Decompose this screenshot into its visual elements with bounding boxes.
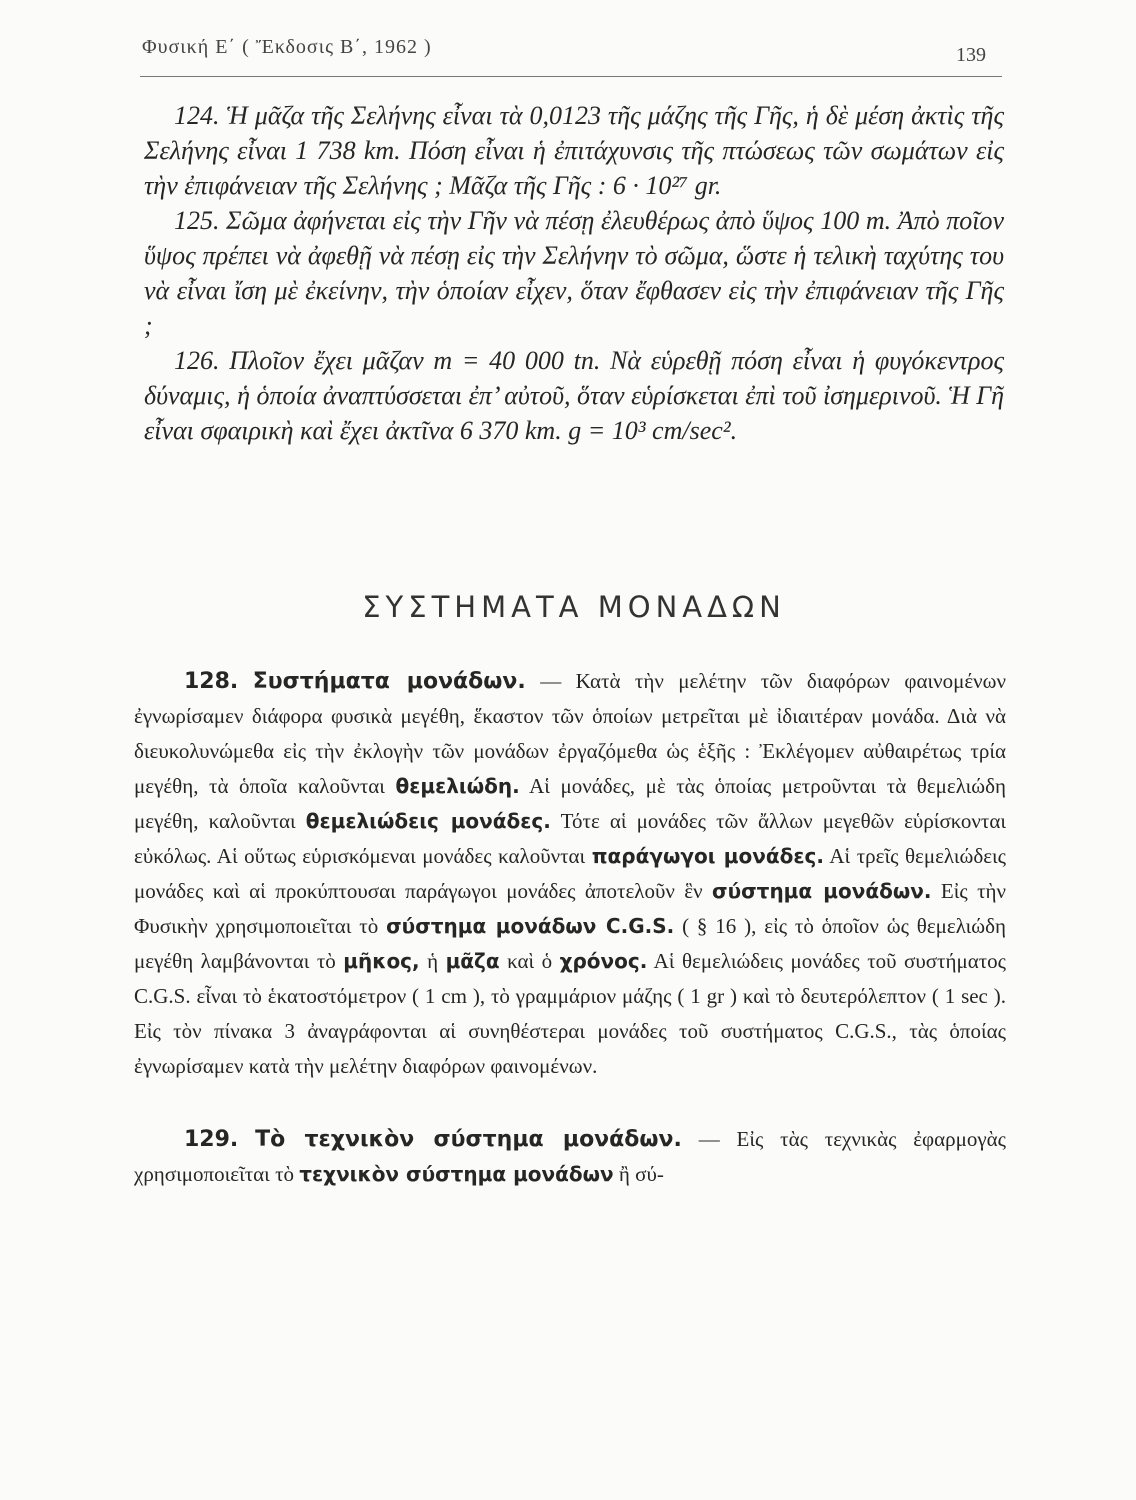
article-text: — Εἰς τὰς τεχνικὰς ἐφαρμογὰς χρησιμοποιεῖται τὸ <box>134 1127 1006 1186</box>
term-time: χρόνος. <box>559 949 648 973</box>
section-heading: ΣΥΣΤΗΜΑΤΑ ΜΟΝΑΔΩΝ <box>362 590 786 624</box>
running-head: Φυσική Ε΄ ( Ἔκδοσις Β΄, 1962 ) <box>142 36 432 58</box>
article-text: Τότε αἱ μονάδες τῶν ἄλλων μεγεθῶν εὑρίσκονται εὐκόλως. Αἱ οὕτως εὑρισκόμεναι μονάδες καλοῦνται <box>134 809 1006 868</box>
article-text: ἡ <box>419 949 446 973</box>
problem-text: Σῶμα ἀφήνεται εἰς τὴν Γῆν νὰ πέσῃ ἐλευθέρως ἀπὸ ὕψος 100 m. Ἀπὸ ποῖον ὕψος πρέπει νὰ ἀφεθῇ νὰ πέσῃ εἰς τὴν Σελήνην τὸ σῶμα, ὥστε ἡ τελικὴ ταχύτης του νὰ εἶναι ἴση μὲ ἐκείνην, τὴν ὁποίαν εἶχεν, ὅταν ἔφθασεν εἰς τὴν ἐπιφάνειαν τῆς Γῆς ; <box>144 206 1005 340</box>
article-list <box>134 664 1006 1192</box>
article-text: Εἰς τὴν Φυσικὴν χρησιμοποιεῖται τὸ <box>134 879 1006 938</box>
page-number: 139 <box>956 44 986 66</box>
problem-125 <box>144 203 1004 343</box>
header-rule <box>140 76 1002 77</box>
article-number: 129. <box>184 1127 239 1152</box>
term-fundamental-units: θεμελιώδεις μονάδες. <box>305 809 551 833</box>
article-text: Αἱ τρεῖς θεμελιώδεις μονάδες καὶ αἱ προκύπτουσαι παράγωγοι μονάδες ἀποτελοῦν ἓν <box>134 844 1006 903</box>
term-mass: μᾶζα <box>445 949 500 973</box>
article-number: 128. <box>184 669 239 694</box>
article-text: ( § 16 ), εἰς τὸ ὁποῖον ὡς θεμελιώδη μεγέθη λαμβάνονται τὸ <box>134 914 1007 973</box>
article-128 <box>134 664 1006 1084</box>
problem-list <box>144 98 1004 448</box>
article-text: Αἱ μονάδες, μὲ τὰς ὁποίας μετροῦνται τὰ θεμελιώδη μεγέθη, καλοῦνται <box>134 774 1007 833</box>
problem-number: 125. <box>174 206 220 235</box>
problem-text: Ἡ μᾶζα τῆς Σελήνης εἶναι τὰ 0,0123 τῆς μάζης τῆς Γῆς, ἡ δὲ μέση ἀκτὶς τῆς Σελήνης εἶναι 1 738 km. Πόση εἶναι ἡ ἐπιτάχυνσις τῆς πτώσεως τῶν σωμάτων εἰς τὴν ἐπιφάνειαν τῆς Σελήνης ; Μᾶζα τῆς Γῆς : 6 · 10²⁷ gr. <box>144 101 1005 200</box>
article-text: ἢ σύ- <box>613 1162 664 1186</box>
article-text: καὶ ὁ <box>499 949 560 973</box>
article-title: Τὸ τεχνικὸν σύστημα μονάδων. <box>255 1127 682 1152</box>
article-title: Συστήματα μονάδων. <box>252 669 526 694</box>
article-text: — Κατὰ τὴν μελέτην τῶν διαφόρων φαινομένων ἐγνωρίσαμεν διάφορα φυσικὰ μεγέθη, ἕκαστον τῶν ὁποίων μετρεῖται μὲ ἰδιαιτέραν μονάδα. Διὰ νὰ διευκολυνώμεθα εἰς τὴν ἐκλογὴν τῶν μονάδων ἐργαζόμεθα ὡς ἑξῆς : Ἐκλέγομεν αὐθαιρέτως τρία μεγέθη, τὰ ὁποῖα καλοῦνται <box>134 669 1006 798</box>
term-technical-system: τεχνικὸν σύστημα μονάδων <box>299 1162 614 1186</box>
article-text: Αἱ θεμελιώδεις μονάδες τοῦ συστήματος C.G.S. εἶναι τὸ ἑκατοστόμετρον ( 1 cm ), τὸ γραμμάριον μάζης ( 1 gr ) καὶ τὸ δευτερόλεπτον ( 1 sec ). Εἰς τὸν πίνακα 3 ἀναγράφονται αἱ συνηθέστεραι μονάδες τοῦ συστήματος C.G.S., τὰς ὁποίας ἐγνωρίσαμεν κατὰ τὴν μελέτην διαφόρων φαινομένων. <box>134 949 1006 1078</box>
problem-number: 124. <box>174 101 220 130</box>
problem-number: 126. <box>174 346 220 375</box>
problem-126 <box>144 343 1004 448</box>
problem-124 <box>144 98 1004 203</box>
term-derived-units: παράγωγοι μονάδες. <box>591 844 824 868</box>
article-129 <box>134 1122 1006 1192</box>
term-system-of-units: σύστημα μονάδων. <box>712 879 932 903</box>
term-length: μῆκος, <box>343 949 420 973</box>
term-fundamental-quantities: θεμελιώδη. <box>395 774 520 798</box>
problem-text: Πλοῖον ἔχει μᾶζαν m = 40 000 tn. Νὰ εὑρεθῇ πόση εἶναι ἡ φυγόκεντρος δύναμις, ἡ ὁποία ἀναπτύσσεται ἐπ’ αὐτοῦ, ὅταν εὑρίσκεται ἐπὶ τοῦ ἰσημερινοῦ. Ἡ Γῆ εἶναι σφαιρικὴ καὶ ἔχει ἀκτῖνα 6 370 km. g = 10³ cm/sec². <box>144 346 1005 445</box>
term-cgs-system: σύστημα μονάδων C.G.S. <box>386 914 675 938</box>
